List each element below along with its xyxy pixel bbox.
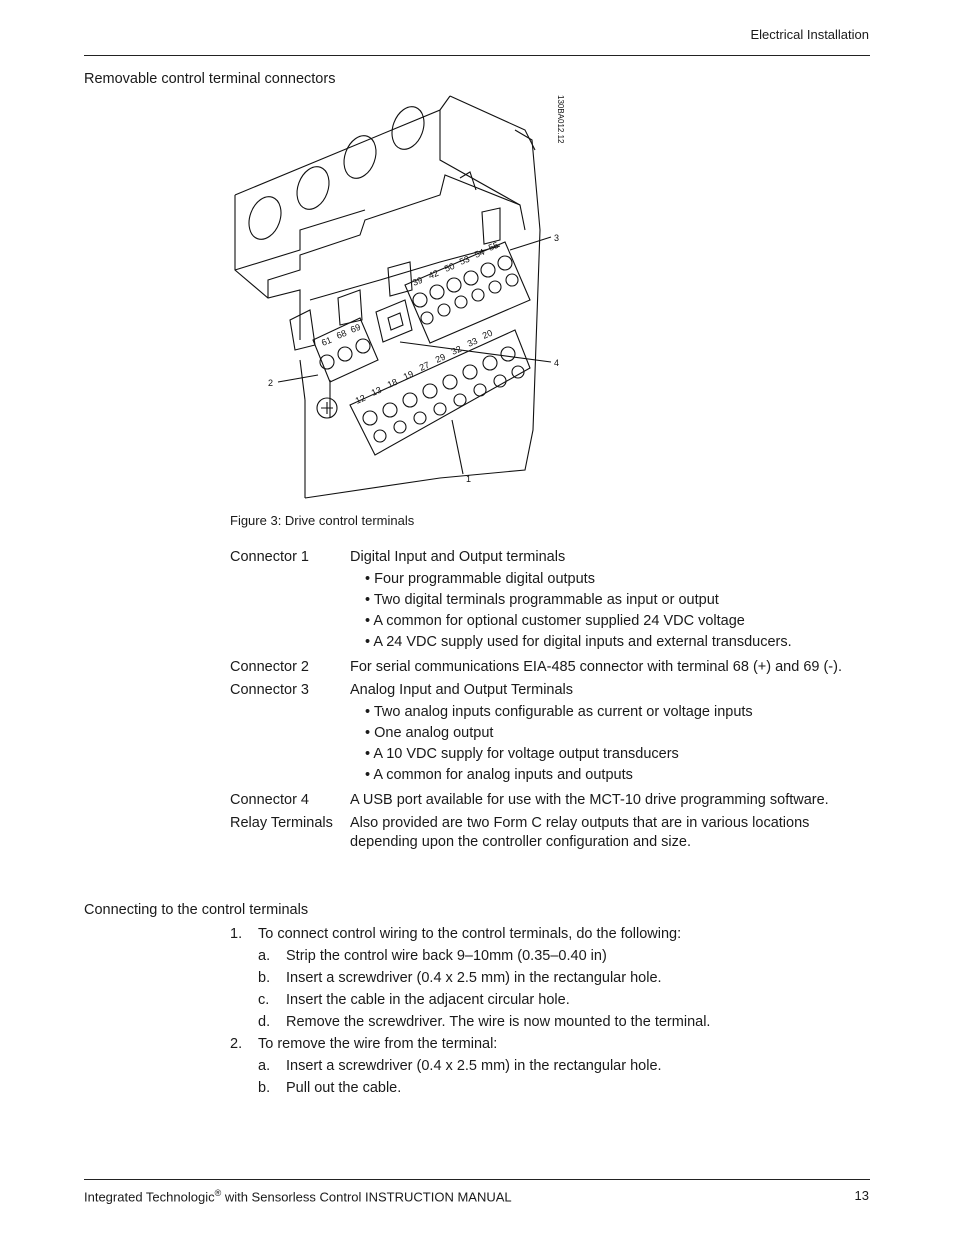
connector-bullets [350, 570, 870, 652]
step-text: To connect control wiring to the control terminals, do the following: [258, 926, 682, 942]
bullet-item: • Two analog inputs configurable as current or voltage inputs [365, 703, 870, 722]
connector-row [230, 658, 870, 677]
terminal-label-61: 61 [320, 334, 334, 348]
page-number: 13 [854, 1188, 869, 1203]
terminal-label-54: 54 [473, 246, 487, 260]
terminal-label-42: 42 [427, 267, 441, 281]
substep-letter: b. [258, 970, 271, 986]
terminal-label-12: 12 [353, 392, 367, 406]
running-header: Electrical Installation [750, 27, 869, 42]
connector-label: Connector 3 [230, 682, 309, 698]
terminal-label-53: 53 [458, 253, 472, 267]
terminal-label-13: 13 [369, 384, 383, 398]
connector-description: A USB port available for use with the MCT-10 drive programming software. [350, 792, 829, 808]
substep-text: Insert a screwdriver (0.4 x 2.5 mm) in the rectangular hole. [286, 1058, 662, 1074]
terminal-label-55: 55 [487, 239, 501, 253]
header-rule [84, 55, 870, 56]
substep-item [258, 1079, 870, 1098]
step-text: To remove the wire from the terminal: [258, 1036, 498, 1052]
substep-letter: d. [258, 1014, 271, 1030]
bullet-item: • One analog output [365, 724, 870, 743]
connector-row [230, 681, 870, 787]
step-item [230, 925, 870, 944]
connector-row [230, 814, 870, 852]
substep-item [258, 1013, 870, 1032]
connector-row [230, 791, 870, 810]
connector-label: Relay Terminals [230, 815, 333, 831]
bullet-item: • A 10 VDC supply for voltage output transducers [365, 745, 870, 764]
footer-title-part: with Sensorless Control INSTRUCTION MANUAL [221, 1189, 512, 1205]
connector-label: Connector 2 [230, 659, 309, 675]
connector-description: Digital Input and Output terminals [350, 549, 566, 565]
terminal-label-68: 68 [335, 327, 349, 341]
substep-letter: a. [258, 1058, 271, 1074]
substep-text: Remove the screwdriver. The wire is now mounted to the terminal. [286, 1014, 711, 1030]
substep-letter: c. [258, 992, 270, 1008]
substep-text: Insert a screwdriver (0.4 x 2.5 mm) in the rectangular hole. [286, 970, 662, 986]
terminal-drawing [230, 90, 580, 505]
footer-rule [84, 1179, 870, 1180]
bullet-item: • A 24 VDC supply used for digital inputs and external transducers. [365, 633, 870, 652]
section-heading-connectors: Removable control terminal connectors [84, 71, 336, 87]
connector-description: Also provided are two Form C relay outputs that are in various locations depending upon the controller configuration and size. [350, 815, 810, 850]
substep-text: Insert the cable in the adjacent circular hole. [286, 992, 570, 1008]
footer-manual-title [84, 1188, 512, 1204]
terminal-label-50: 50 [443, 260, 457, 274]
terminal-label-20: 20 [480, 327, 494, 341]
bullet-item: • A common for optional customer supplied 24 VDC voltage [365, 612, 870, 631]
figure-caption: Figure 3: Drive control terminals [230, 513, 415, 528]
step-item [230, 1035, 870, 1054]
section-heading-connecting: Connecting to the control terminals [84, 902, 309, 918]
callout-3: 3 [554, 233, 560, 243]
connector-description: Analog Input and Output Terminals [350, 682, 574, 698]
procedure-steps [230, 925, 870, 1101]
substep-item [258, 969, 870, 988]
bullet-item: • Four programmable digital outputs [365, 570, 870, 589]
bullet-item: • A common for analog inputs and outputs [365, 766, 870, 785]
terminal-label-32: 32 [449, 343, 463, 357]
terminal-label-29: 29 [433, 351, 447, 365]
connector-label: Connector 4 [230, 792, 309, 808]
figure-reference-code: 130BA012.12 [556, 95, 565, 144]
bullet-item: • Two digital terminals programmable as input or output [365, 591, 870, 610]
footer-title-part: Integrated Technologic [84, 1189, 215, 1205]
step-number: 2. [230, 1036, 243, 1052]
substep-item [258, 1057, 870, 1076]
callout-1: 1 [466, 474, 472, 484]
substep-text: Strip the control wire back 9–10mm (0.35–0.40 in) [286, 948, 607, 964]
registered-mark: ® [214, 1188, 222, 1198]
substep-text: Pull out the cable. [286, 1080, 402, 1096]
substep-item [258, 947, 870, 966]
connector-bullets [350, 703, 870, 785]
substep-letter: a. [258, 948, 271, 964]
step-number: 1. [230, 926, 243, 942]
callout-2: 2 [268, 378, 274, 388]
terminal-label-69: 69 [349, 321, 363, 335]
callout-4: 4 [554, 358, 560, 368]
terminal-label-33: 33 [465, 335, 479, 349]
substep-item [258, 991, 870, 1010]
terminal-label-18: 18 [385, 376, 399, 390]
terminal-label-19: 19 [401, 368, 415, 382]
terminal-label-39: 39 [411, 274, 425, 288]
connector-row [230, 548, 870, 654]
substep-letter: b. [258, 1080, 271, 1096]
connector-label: Connector 1 [230, 549, 309, 565]
drive-control-terminals-figure [230, 90, 580, 505]
connector-description: For serial communications EIA-485 connector with terminal 68 (+) and 69 (-). [350, 659, 842, 675]
connector-description-list [230, 548, 870, 856]
terminal-label-27: 27 [417, 359, 431, 373]
